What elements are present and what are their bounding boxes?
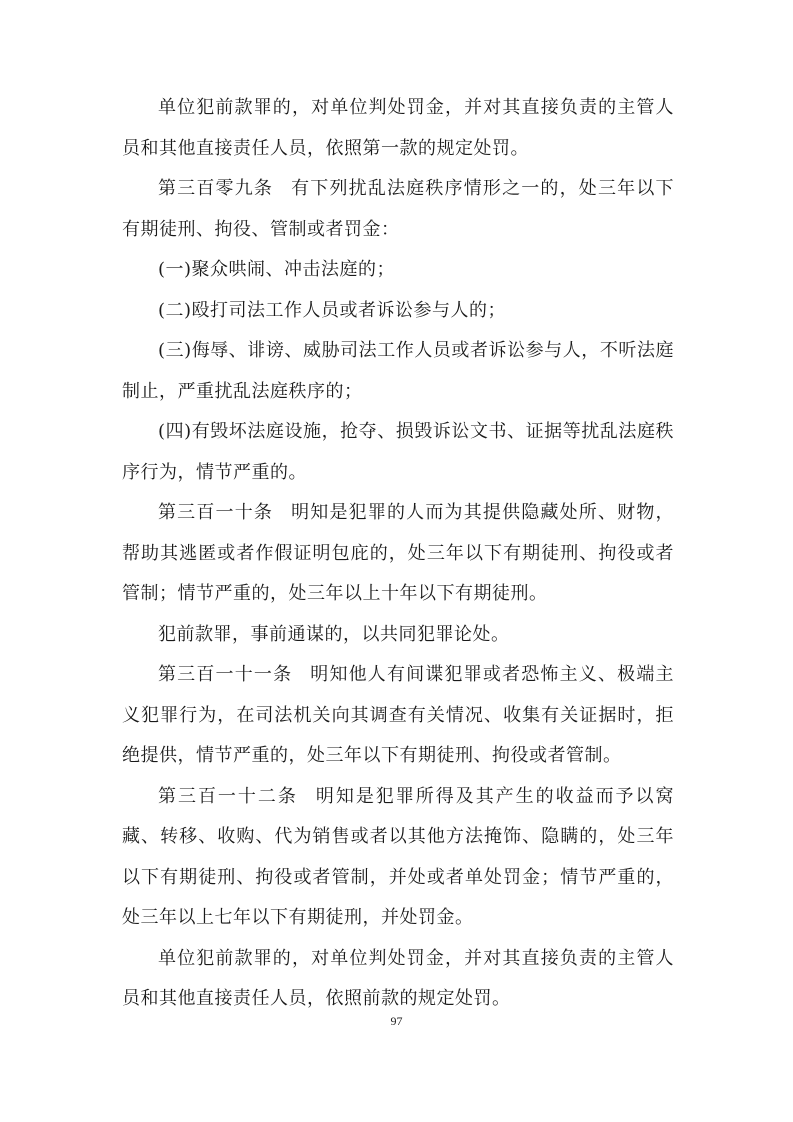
paragraph-text: 明知他人有间谍犯罪或者恐怖主义、极端主义犯罪行为，在司法机关向其调查有关情况、收集有关证据时，拒绝提供，情节严重的，处三年以下有期徒刑、拘役或者管制。 bbox=[122, 664, 675, 766]
paragraph-text: (三)侮辱、诽谤、威胁司法工作人员或者诉讼参与人，不听法庭制止，严重扰乱法庭秩序的； bbox=[122, 340, 674, 402]
article-paragraph bbox=[122, 493, 674, 615]
article-number: 第三百一十条 bbox=[158, 502, 274, 523]
article-number: 第三百一十二条 bbox=[158, 785, 298, 807]
list-item bbox=[122, 331, 674, 412]
paragraph-text: 单位犯前款罪的，对单位判处罚金，并对其直接负责的主管人员和其他直接责任人员，依照第一款的规定处罚。 bbox=[122, 97, 674, 159]
article-number: 第三百一十一条 bbox=[158, 664, 293, 685]
paragraph-text: 明知是犯罪的人而为其提供隐藏处所、财物，帮助其逃匿或者作假证明包庇的，处三年以下有期徒刑、拘役或者管制；情节严重的，处三年以上十年以下有期徒刑。 bbox=[122, 502, 675, 604]
list-item bbox=[122, 250, 674, 291]
article-paragraph bbox=[122, 169, 674, 250]
article-paragraph bbox=[122, 777, 674, 939]
paragraph bbox=[122, 939, 674, 1020]
paragraph-text: (一)聚众哄闹、冲击法庭的； bbox=[158, 259, 396, 280]
paragraph-text: 犯前款罪，事前通谋的，以共同犯罪论处。 bbox=[158, 623, 510, 645]
paragraph-text: 明知是犯罪所得及其产生的收益而予以窝藏、转移、收购、代为销售或者以其他方法掩饰、隐瞒的，处三年以下有期徒刑、拘役或者管制，并处或者单处罚金；情节严重的，处三年以上七年以下有期徒刑，并处罚金。 bbox=[122, 785, 675, 928]
page-number: 97 bbox=[390, 1014, 403, 1028]
paragraph bbox=[122, 615, 674, 656]
article-paragraph bbox=[122, 655, 674, 777]
paragraph-text: (二)殴打司法工作人员或者诉讼参与人的； bbox=[158, 299, 507, 321]
paragraph-text: 单位犯前款罪的，对单位判处罚金，并对其直接负责的主管人员和其他直接责任人员，依照前款的规定处罚。 bbox=[122, 947, 674, 1009]
document-body bbox=[122, 88, 674, 1020]
list-item bbox=[122, 412, 674, 493]
paragraph-text: 有下列扰乱法庭秩序情形之一的，处三年以下有期徒刑、拘役、管制或者罚金： bbox=[122, 178, 675, 240]
article-number: 第三百零九条 bbox=[158, 178, 274, 199]
paragraph bbox=[122, 88, 674, 169]
paragraph-text: (四)有毁坏法庭设施，抢夺、损毁诉讼文书、证据等扰乱法庭秩序行为，情节严重的。 bbox=[122, 421, 674, 483]
list-item bbox=[122, 291, 674, 332]
